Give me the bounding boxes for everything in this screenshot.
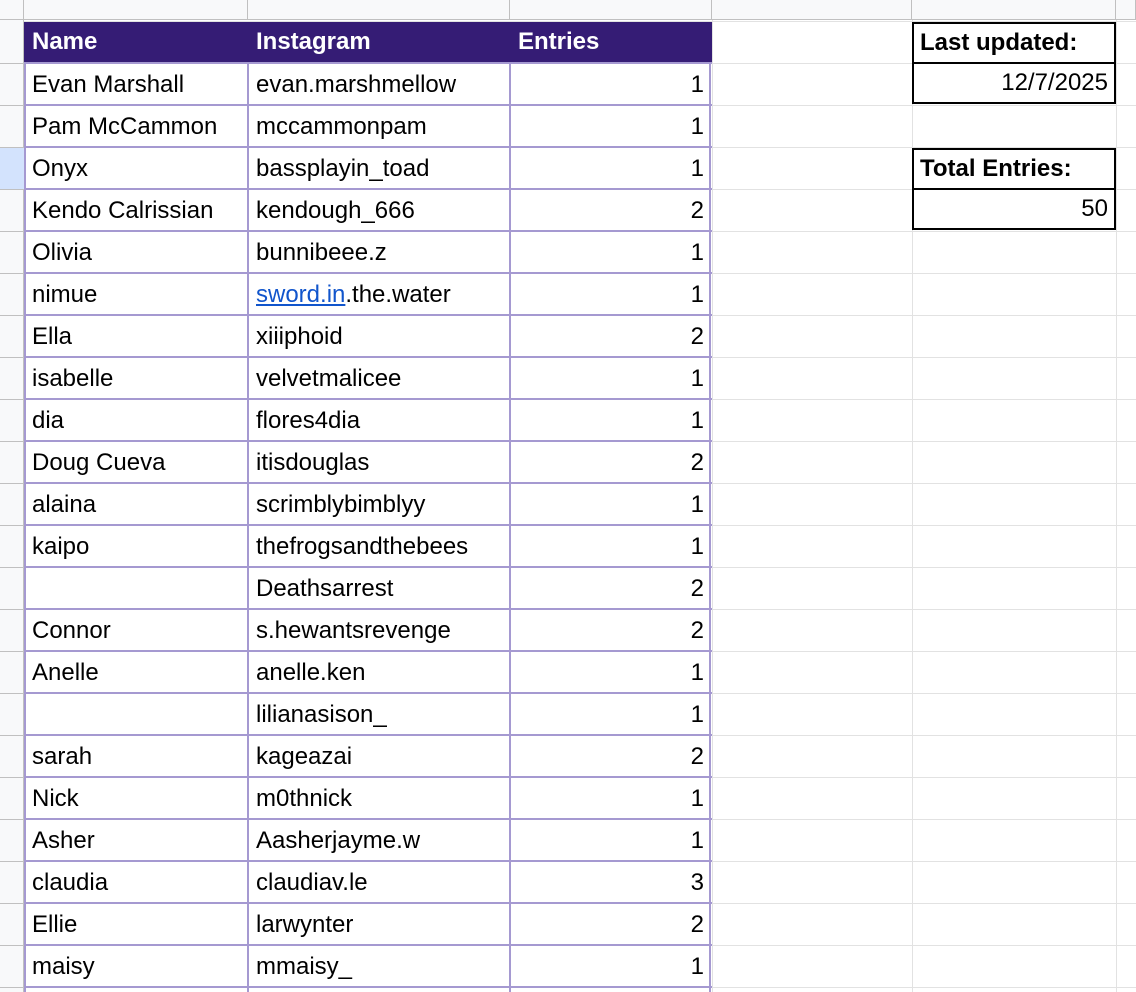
- table-border: [24, 944, 712, 946]
- table-cell-name[interactable]: Onyx: [32, 155, 89, 182]
- table-border: [24, 356, 712, 358]
- table-cell-name[interactable]: alaina: [32, 491, 97, 518]
- row-header[interactable]: [0, 442, 24, 484]
- row-header[interactable]: [0, 778, 24, 820]
- table-border: [24, 62, 26, 992]
- table-border: [24, 566, 712, 568]
- table-cell-name[interactable]: nimue: [32, 281, 98, 308]
- row-header[interactable]: [0, 694, 24, 736]
- select-all-corner[interactable]: [0, 0, 24, 20]
- instagram-link[interactable]: sword.in: [256, 281, 346, 308]
- table-cell-name[interactable]: Ellie: [32, 911, 78, 938]
- row-header[interactable]: [0, 568, 24, 610]
- table-border: [24, 860, 712, 862]
- table-cell-entries[interactable]: 1: [690, 533, 704, 560]
- table-cell-instagram[interactable]: xiiiphoid: [256, 323, 343, 350]
- table-cell-instagram[interactable]: larwynter: [256, 911, 354, 938]
- table-cell-name[interactable]: Nick: [32, 785, 79, 812]
- table-cell-entries[interactable]: 1: [690, 281, 704, 308]
- table-cell-instagram[interactable]: Aasherjayme.w: [256, 827, 421, 854]
- last-updated-label[interactable]: Last updated:: [912, 22, 1116, 64]
- row-header[interactable]: [0, 610, 24, 652]
- table-header-cell[interactable]: Name: [24, 22, 248, 62]
- total-entries-label[interactable]: Total Entries:: [912, 148, 1116, 190]
- table-cell-instagram[interactable]: Deathsarrest: [256, 575, 394, 602]
- table-cell-entries[interactable]: 1: [690, 155, 704, 182]
- row-header[interactable]: [0, 526, 24, 568]
- table-cell-entries[interactable]: 1: [690, 407, 704, 434]
- table-border: [24, 902, 712, 904]
- table-border: [709, 62, 711, 992]
- row-header[interactable]: [0, 232, 24, 274]
- table-border: [24, 188, 712, 190]
- table-cell-name[interactable]: Asher: [32, 827, 95, 854]
- table-cell-entries[interactable]: 2: [690, 575, 704, 602]
- table-cell-entries[interactable]: 1: [690, 365, 704, 392]
- table-cell-name[interactable]: [24, 694, 248, 736]
- table-cell-entries[interactable]: 1: [690, 239, 704, 266]
- table-border: [24, 104, 712, 106]
- table-cell-name[interactable]: Pam McCammon: [32, 113, 218, 140]
- table-border: [24, 692, 712, 694]
- table-cell-name[interactable]: Connor: [32, 617, 111, 644]
- row-header[interactable]: [0, 106, 24, 148]
- row-header[interactable]: [0, 862, 24, 904]
- row-header[interactable]: [0, 22, 24, 64]
- table-cell-name[interactable]: Olivia: [32, 239, 93, 266]
- row-header[interactable]: [0, 820, 24, 862]
- table-cell-name[interactable]: kaipo: [32, 533, 90, 560]
- table-cell-entries[interactable]: 1: [690, 659, 704, 686]
- table-cell-instagram[interactable]: bassplayin_toad: [256, 155, 430, 182]
- instagram-text: .the.water: [345, 281, 451, 308]
- row-header[interactable]: [0, 316, 24, 358]
- table-cell-entries[interactable]: 1: [690, 953, 704, 980]
- table-cell-name[interactable]: isabelle: [32, 365, 114, 392]
- table-border: [24, 440, 712, 442]
- row-header[interactable]: [0, 988, 24, 992]
- table-border: [24, 776, 712, 778]
- grid-line: [1116, 20, 1117, 992]
- table-cell-name[interactable]: claudia: [32, 869, 109, 896]
- table-border: [24, 146, 712, 148]
- row-header[interactable]: [0, 400, 24, 442]
- table-cell-entries[interactable]: 2: [690, 449, 704, 476]
- table-cell-instagram[interactable]: kendough_666: [256, 197, 415, 224]
- row-header[interactable]: [0, 946, 24, 988]
- table-cell-entries[interactable]: 2: [690, 617, 704, 644]
- table-border: [24, 608, 712, 610]
- table-cell-entries[interactable]: 3: [690, 869, 704, 896]
- table-cell-name[interactable]: Kendo Calrissian: [32, 197, 214, 224]
- table-cell-name[interactable]: Anelle: [32, 659, 99, 686]
- table-cell-name[interactable]: sarah: [32, 743, 93, 770]
- table-border: [24, 314, 712, 316]
- table-cell-instagram[interactable]: m0thnick: [256, 785, 353, 812]
- column-header-a[interactable]: [24, 0, 248, 20]
- table-border: [24, 734, 712, 736]
- table-border: [24, 818, 712, 820]
- table-cell-instagram[interactable]: lilianasison_: [256, 701, 387, 728]
- table-border: [24, 230, 712, 232]
- table-cell-instagram[interactable]: flores4dia: [256, 407, 361, 434]
- row-header[interactable]: [0, 904, 24, 946]
- table-cell-instagram[interactable]: s.hewantsrevenge: [256, 617, 451, 644]
- row-header[interactable]: [0, 652, 24, 694]
- row-header[interactable]: [0, 274, 24, 316]
- table-cell-name[interactable]: Ella: [32, 323, 73, 350]
- row-header[interactable]: [0, 148, 24, 190]
- table-cell-entries[interactable]: 2: [690, 197, 704, 224]
- table-cell-name[interactable]: Doug Cueva: [32, 449, 166, 476]
- table-cell-entries[interactable]: 1: [690, 701, 704, 728]
- table-cell-entries[interactable]: 1: [690, 827, 704, 854]
- table-cell-instagram[interactable]: [248, 274, 510, 316]
- table-cell-name[interactable]: maisy: [32, 953, 95, 980]
- table-cell-instagram[interactable]: anelle.ken: [256, 659, 366, 686]
- grid-line: [712, 20, 713, 992]
- table-border: [24, 986, 712, 988]
- column-header-d[interactable]: [712, 0, 912, 20]
- table-cell-entries[interactable]: 1: [690, 491, 704, 518]
- table-border: [24, 650, 712, 652]
- row-header[interactable]: [0, 358, 24, 400]
- column-header-f[interactable]: [1116, 0, 1136, 20]
- table-cell-name[interactable]: [24, 568, 248, 610]
- table-border: [24, 272, 712, 274]
- table-cell-instagram[interactable]: mccammonpam: [256, 113, 427, 140]
- table-cell-instagram[interactable]: kageazai: [256, 743, 353, 770]
- row-header[interactable]: [0, 190, 24, 232]
- table-cell-instagram[interactable]: velvetmalicee: [256, 365, 402, 392]
- table-cell-instagram[interactable]: scrimblybimblyy: [256, 491, 426, 518]
- total-entries-value[interactable]: 50: [912, 190, 1116, 230]
- column-header-e[interactable]: [912, 0, 1116, 20]
- table-cell-entries[interactable]: 2: [690, 911, 704, 938]
- table-cell-instagram[interactable]: thefrogsandthebees: [256, 533, 469, 560]
- last-updated-value[interactable]: 12/7/2025: [912, 64, 1116, 104]
- column-header-c[interactable]: [510, 0, 712, 20]
- table-border: [509, 62, 511, 992]
- table-border: [24, 482, 712, 484]
- table-cell-entries[interactable]: 1: [690, 113, 704, 140]
- table-header-cell[interactable]: Instagram: [248, 22, 510, 62]
- row-header[interactable]: [0, 64, 24, 106]
- table-cell-instagram[interactable]: mmaisy_: [256, 953, 353, 980]
- table-cell-instagram[interactable]: bunnibeee.z: [256, 239, 387, 266]
- table-cell-entries[interactable]: 2: [690, 323, 704, 350]
- table-cell-instagram[interactable]: itisdouglas: [256, 449, 370, 476]
- column-header-b[interactable]: [248, 0, 510, 20]
- table-cell-instagram[interactable]: evan.marshmellow: [256, 71, 457, 98]
- table-border: [247, 62, 249, 992]
- table-border: [24, 62, 712, 64]
- table-cell-entries[interactable]: 1: [690, 785, 704, 812]
- table-border: [24, 524, 712, 526]
- table-cell-entries[interactable]: 1: [690, 71, 704, 98]
- table-cell-instagram[interactable]: claudiav.le: [256, 869, 368, 896]
- row-header[interactable]: [0, 736, 24, 778]
- table-header-cell[interactable]: Entries: [510, 22, 712, 62]
- table-cell-name[interactable]: Evan Marshall: [32, 71, 185, 98]
- table-border: [24, 398, 712, 400]
- row-header[interactable]: [0, 484, 24, 526]
- table-cell-entries[interactable]: 2: [690, 743, 704, 770]
- table-cell-name[interactable]: dia: [32, 407, 65, 434]
